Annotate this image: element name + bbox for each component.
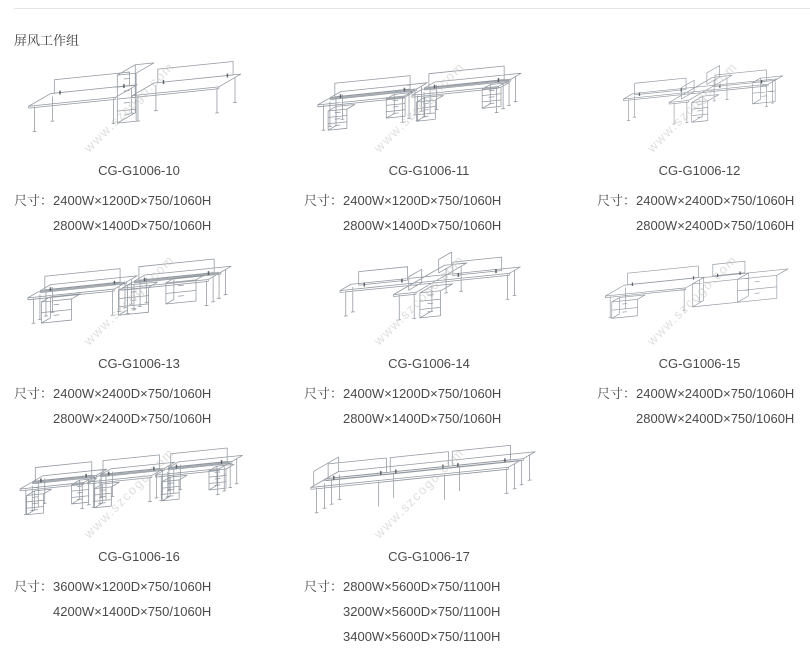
watermark-text: www.szcogo.com (80, 251, 178, 349)
product-code: CG-G1006-12 (658, 163, 741, 178)
workstation-line-drawing (14, 252, 264, 348)
dims-label: 尺寸： (304, 579, 344, 594)
dims-line: 3600W×1200D×750/1060H (53, 579, 212, 594)
workstation-line-drawing (597, 252, 802, 348)
workstation-line-drawing (304, 252, 554, 348)
dims-line: 2800W×2400D×750/1060H (53, 411, 212, 426)
watermark-text: www.szcogo.com (80, 58, 178, 156)
workstation-line-drawing (304, 59, 554, 155)
product-dimensions (14, 381, 304, 431)
product-dimensions (304, 188, 587, 238)
dims-line: 2400W×1200D×750/1060H (343, 386, 502, 401)
dims-label: 尺寸： (597, 193, 637, 208)
dims-line: 2800W×2400D×750/1060H (636, 411, 795, 426)
dims-label: 尺寸： (304, 386, 344, 401)
dims-label: 尺寸： (304, 193, 344, 208)
watermark-text: www.szcogo.com (370, 251, 468, 349)
product-code: CG-G1006-13 (98, 356, 180, 371)
dims-label: 尺寸： (14, 193, 54, 208)
workstation-line-drawing (597, 59, 802, 155)
product-card (14, 252, 304, 431)
workstation-line-drawing (14, 59, 264, 155)
dims-line: 3200W×5600D×750/1100H (343, 604, 501, 619)
dims-label: 尺寸： (14, 579, 54, 594)
product-code: CG-G1006-16 (98, 549, 180, 564)
catalog-page (0, 8, 810, 663)
product-code: CG-G1006-17 (388, 549, 470, 564)
product-dimensions (14, 188, 304, 238)
dims-line: 4200W×1400D×750/1060H (53, 604, 212, 619)
dims-line: 2800W×1400D×750/1060H (343, 218, 502, 233)
watermark-text: www.szcogo.com (643, 58, 741, 156)
dims-line: 2400W×1200D×750/1060H (53, 193, 212, 208)
product-drawing (304, 59, 587, 155)
dims-label: 尺寸： (14, 386, 54, 401)
product-grid (14, 59, 810, 663)
dims-line: 2800W×1400D×750/1060H (343, 411, 502, 426)
dims-line: 2800W×2400D×750/1060H (636, 218, 795, 233)
product-drawing (14, 252, 304, 348)
product-card (587, 252, 806, 431)
dims-line: 2800W×5600D×750/1100H (343, 579, 501, 594)
product-code: CG-G1006-11 (388, 163, 470, 178)
product-card (14, 445, 304, 649)
product-dimensions (597, 188, 806, 238)
workstation-line-drawing (14, 445, 264, 541)
page-title: 屏风工作组 (14, 33, 80, 48)
dims-line: 3400W×5600D×750/1100H (343, 629, 501, 644)
dims-line: 2800W×1400D×750/1060H (53, 218, 212, 233)
product-code: CG-G1006-10 (98, 163, 180, 178)
watermark-text: www.szcogo.com (370, 444, 468, 542)
dims-line: 2400W×2400D×750/1060H (636, 386, 795, 401)
dims-line: 2400W×2400D×750/1060H (53, 386, 212, 401)
product-drawing (14, 59, 304, 155)
product-drawing (304, 445, 587, 541)
watermark-text: www.szcogo.com (80, 444, 178, 542)
workstation-line-drawing (304, 445, 554, 541)
watermark-text: www.szcogo.com (643, 251, 741, 349)
product-drawing (597, 252, 806, 348)
watermark-text: www.szcogo.com (370, 58, 468, 156)
product-drawing (597, 59, 806, 155)
product-card (587, 59, 806, 238)
product-drawing (14, 445, 304, 541)
product-dimensions (597, 381, 806, 431)
product-drawing (304, 252, 587, 348)
product-card (304, 59, 587, 238)
top-divider (14, 8, 810, 9)
product-code: CG-G1006-15 (658, 356, 741, 371)
dims-line: 2400W×2400D×750/1060H (636, 193, 795, 208)
dims-line: 2400W×1200D×750/1060H (343, 193, 502, 208)
product-dimensions (304, 574, 587, 649)
product-card (304, 252, 587, 431)
product-card (14, 59, 304, 238)
product-code: CG-G1006-14 (388, 356, 470, 371)
product-card (304, 445, 587, 649)
dims-label: 尺寸： (597, 386, 637, 401)
product-dimensions (304, 381, 587, 431)
